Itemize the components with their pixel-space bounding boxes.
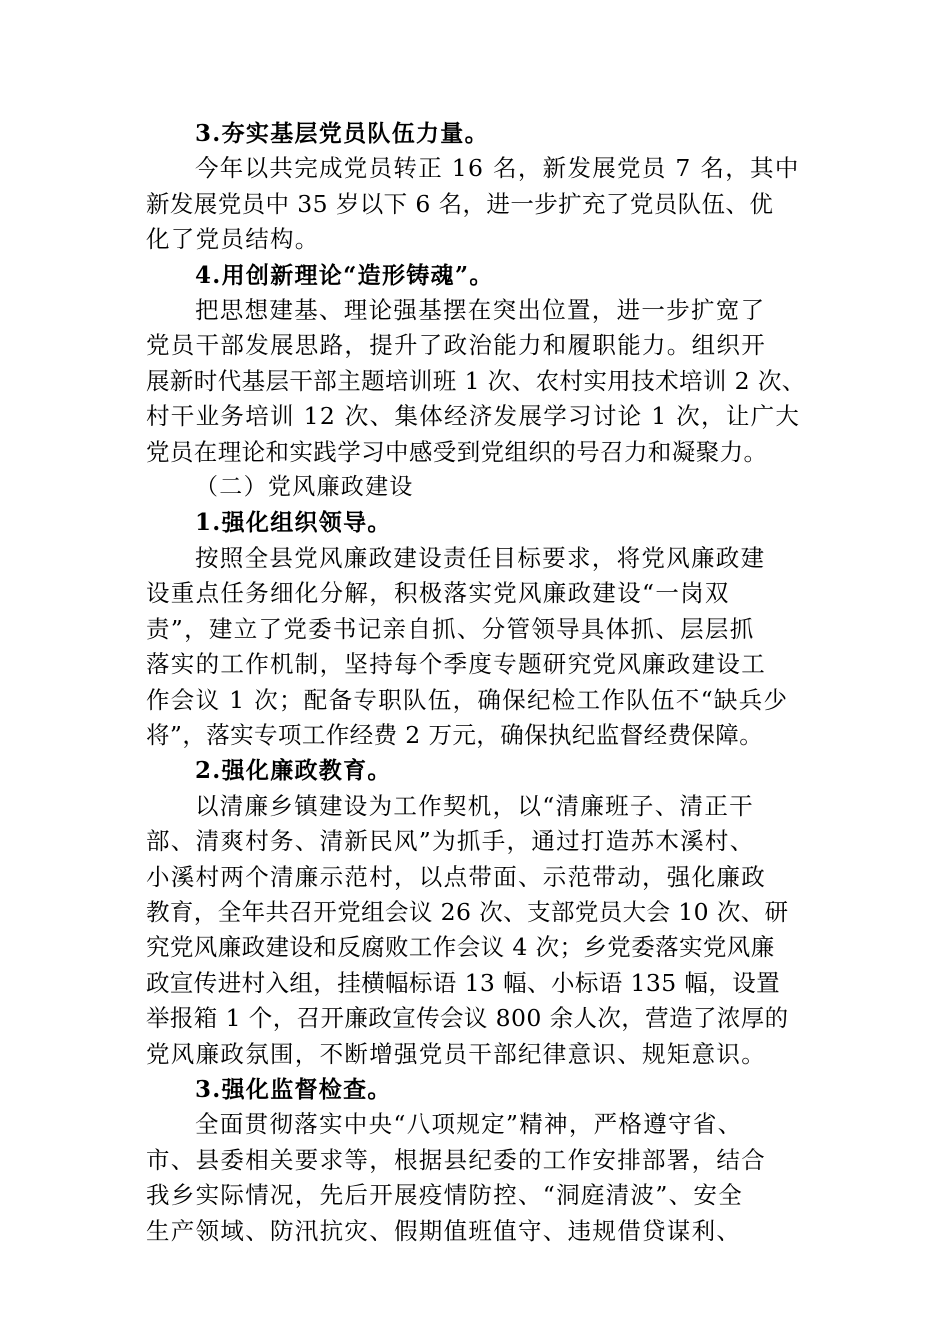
heading-organizational-leadership: 1.强化组织领导。 <box>195 509 392 537</box>
heading-innovative-theory: 4.用创新理论“造形铸魂”。 <box>195 261 494 289</box>
paragraph-line: 落实的工作机制，坚持每个季度专题研究党风廉政建设工 <box>146 650 766 679</box>
heading-supervision-inspection: 3.强化监督检查。 <box>195 1075 392 1103</box>
paragraph-line: 把思想建基、理论强基摆在突出位置，进一步扩宽了 <box>195 296 766 325</box>
paragraph-line: 我乡实际情况，先后开展疫情防控、“洞庭清波”、安全 <box>146 1181 744 1210</box>
heading-integrity-education: 2.强化廉政教育。 <box>195 757 392 785</box>
paragraph-line: 设重点任务细化分解，积极落实党风廉政建设“一岗双 <box>146 579 730 608</box>
paragraph-line: 全面贯彻落实中央“八项规定”精神，严格遵守省、 <box>195 1110 743 1139</box>
paragraph-line: 部、清爽村务、清新民风”为抓手，通过打造苏木溪村、 <box>146 827 755 856</box>
paragraph-line: 将”，落实专项工作经费 2 万元，确保执纪监督经费保障。 <box>146 720 764 749</box>
paragraph-line: 小溪村两个清廉示范村，以点带面、示范带动，强化廉政 <box>146 862 766 891</box>
section-title: （二）党风廉政建设 <box>195 474 414 501</box>
paragraph-line: 党员干部发展思路，提升了政治能力和履职能力。组织开 <box>146 331 766 360</box>
paragraph-line: 化了党员结构。 <box>146 225 320 254</box>
paragraph-line: 责”，建立了党委书记亲自抓、分管领导具体抓、层层抓 <box>146 614 755 643</box>
paragraph-line: 按照全县党风廉政建设责任目标要求，将党风廉政建 <box>195 543 766 572</box>
paragraph-line: 生产领域、防汛抗灾、假期值班值守、违规借贷谋利、 <box>146 1216 742 1245</box>
paragraph-line: 作会议 1 次；配备专职队伍，确保纪检工作队伍不“缺兵少 <box>146 685 789 714</box>
paragraph-line: 党员在理论和实践学习中感受到党组织的号召力和凝聚力。 <box>146 437 768 466</box>
paragraph-line: 以清廉乡镇建设为工作契机，以“清廉班子、清正干 <box>195 791 754 820</box>
heading-strengthen-party-ranks: 3.夯实基层党员队伍力量。 <box>195 120 489 147</box>
paragraph-line: 举报箱 1 个，召开廉政宣传会议 800 余人次，营造了浓厚的 <box>146 1004 789 1033</box>
paragraph-line: 政宣传进村入组，挂横幅标语 13 幅、小标语 135 幅，设置 <box>146 968 781 997</box>
paragraph-line: 党风廉政氛围，不断增强党员干部纪律意识、规矩意识。 <box>146 1039 766 1068</box>
paragraph-line: 村干业务培训 12 次、集体经济发展学习讨论 1 次，让广大 <box>146 402 801 431</box>
paragraph-line: 教育，全年共召开党组会议 26 次、支部党员大会 10 次、研 <box>146 897 789 926</box>
paragraph-line: 究党风廉政建设和反腐败工作会议 4 次；乡党委落实党风廉 <box>146 933 775 962</box>
paragraph-line: 展新时代基层干部主题培训班 1 次、农村实用技术培训 2 次、 <box>146 366 806 395</box>
document-body <box>146 116 806 1249</box>
paragraph-line: 今年以共完成党员转正 16 名，新发展党员 7 名，其中 <box>195 154 800 183</box>
paragraph-line: 新发展党员中 35 岁以下 6 名，进一步扩充了党员队伍、优 <box>146 189 774 218</box>
paragraph-line: 市、县委相关要求等，根据县纪委的工作安排部署，结合 <box>146 1145 766 1174</box>
